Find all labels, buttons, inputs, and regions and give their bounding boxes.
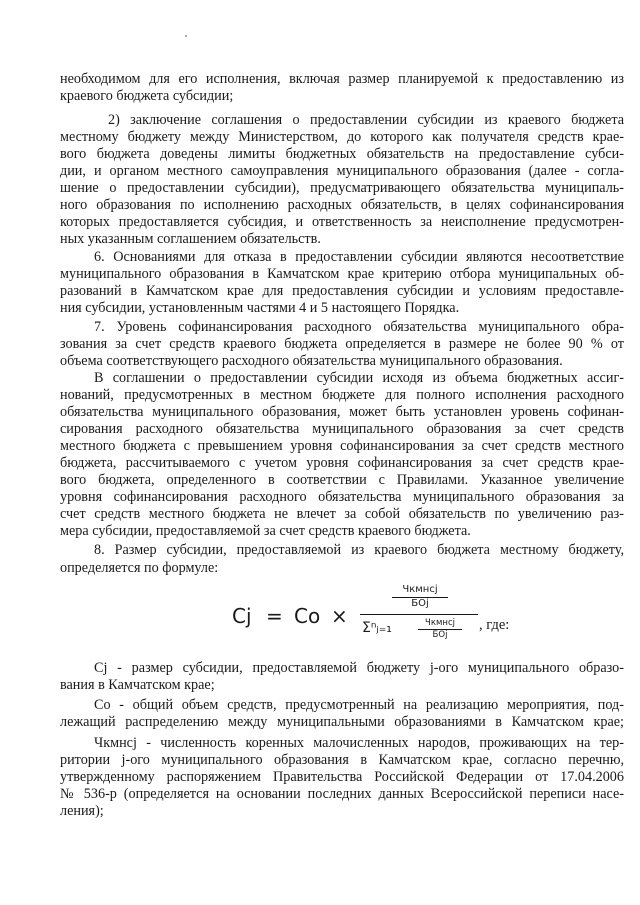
- paragraph-p_co-line: лежащий распределению между муниципальными образованиями в Камчатском крае;: [60, 714, 624, 730]
- paragraph-p_co-line: Co - общий объем средств, предусмотренный на реализацию мероприятия, под-: [94, 697, 624, 713]
- formula-numerator-bottom: БОj: [411, 598, 429, 609]
- paragraph-p_ch-line: Чкмнсj - численность коренных малочисленных народов, проживающих на тер-: [94, 735, 624, 751]
- paragraph-p_agr-line: обязательства муниципального образования, может быть установлен уровень софинан-: [60, 404, 624, 420]
- paragraph-p_ch-line: ления);: [60, 803, 104, 819]
- paragraph-p_cont-line: необходимом для его исполнения, включая размер планируемой к предоставлению из: [60, 71, 624, 87]
- paragraph-p_agr-line: бюджета, рассчитываемого с учетом уровня софинансирования за счет средств крае-: [60, 455, 624, 471]
- paragraph-p_agr-line: нований, предусмотренных в местном бюджете для полного исполнения расходного: [60, 387, 624, 403]
- paragraph-p_agr-line: счет средств местного бюджета не влечет за собой обязательств по увеличению раз-: [60, 506, 624, 522]
- paragraph-p_cj-line: вания в Камчатском крае;: [60, 677, 215, 693]
- paragraph-p_2-line: дии, и органом местного самоуправления муниципального образования (далее - согла-: [60, 163, 624, 179]
- subsidy-formula: [232, 584, 532, 654]
- paragraph-p_cj-line: Cj - размер субсидии, предоставляемой бюджету j-ого муниципального образо-: [94, 660, 624, 676]
- paragraph-p_6-line: муниципального образования в Камчатском крае критерию отбора муниципальных об-: [60, 266, 624, 282]
- paragraph-p_ch-line: утвержденному распоряжением Правительства Российской Федерации от 17.04.2006: [60, 769, 624, 785]
- paragraph-p_2-line: местному бюджету между Министерством, до которого как получателя средств крае-: [60, 129, 624, 145]
- paragraph-p_6-line: 6. Основаниями для отказа в предоставлении субсидии являются несоответствие: [94, 249, 624, 265]
- paragraph-p_2-line: 2) заключение соглашения о предоставлении субсидии из краевого бюджета: [108, 112, 624, 128]
- paragraph-p_8-line: определяется по формуле:: [60, 560, 219, 576]
- paragraph-p_agr-line: местного бюджета с превышением уровня софинансирования за счет средств местного: [60, 438, 624, 454]
- formula-numerator-top: Чкмнсj: [402, 584, 438, 595]
- paragraph-p_agr-line: вого бюджета, определенного в соответствии с Правилами. Указанное увеличение: [60, 472, 624, 488]
- formula-co: Co: [294, 604, 321, 628]
- formula-sum: Σⁿⱼ₌₁: [362, 620, 392, 636]
- paragraph-p_6-line: ния субсидии, установленным частями 4 и 5 настоящего Порядка.: [60, 300, 460, 316]
- paragraph-p_6-line: разований в Камчатском крае для предоставления субсидии и условиям предоставле-: [60, 283, 624, 299]
- paragraph-p_2-line: которых предоставляется субсидия, и ответственность за неисполнение предусмотрен-: [60, 214, 624, 230]
- paragraph-p_8-line: 8. Размер субсидии, предоставляемой из краевого бюджета местному бюджету,: [94, 542, 624, 558]
- paragraph-p_ch-line: ритории j-ого муниципального образования в Камчатском крае, согласно перечню,: [60, 752, 624, 768]
- paragraph-p_7-line: 7. Уровень софинансирования расходного обязательства муниципального обра-: [94, 319, 624, 335]
- paragraph-p_ch-line: № 536-р (определяется на основании последних данных Всероссийской переписи насе-: [60, 786, 624, 802]
- paragraph-p_cont-line: краевого бюджета субсидии;: [60, 88, 234, 104]
- formula-equals: =: [266, 604, 283, 628]
- formula-lhs: Cj: [232, 604, 252, 628]
- paragraph-p_2-line: вого бюджета доведены лимиты бюджетных обязательств на предоставление субси-: [60, 146, 624, 162]
- formula-where: , где:: [479, 617, 510, 633]
- formula-denominator-top: Чкмнсj: [425, 618, 455, 628]
- paragraph-p_7-line: объема соответствующего расходного обязательства муниципального образования.: [60, 353, 563, 369]
- paragraph-p_agr-line: сирования расходного обязательства муниципального образования за счет средств: [60, 421, 624, 437]
- paragraph-p_agr-line: мера субсидии, предоставляемой за счет средств краевого бюджета.: [60, 523, 471, 539]
- paragraph-p_2-line: ных указанным соглашением обязательств.: [60, 231, 321, 247]
- formula-times: ×: [331, 604, 348, 628]
- formula-denominator-bottom: БОj: [432, 630, 448, 640]
- paragraph-p_agr-line: В соглашении о предоставлении субсидии исходя из объема бюджетных ассиг-: [94, 370, 624, 386]
- paragraph-p_agr-line: уровня софинансирования расходного обязательства муниципального образования за: [60, 489, 624, 505]
- formula-main-fraction-bar: [360, 614, 478, 615]
- scan-speck: [185, 35, 187, 37]
- paragraph-p_2-line: шение о предоставлении субсидии), предусматривающего обязательства муниципаль-: [60, 180, 624, 196]
- paragraph-p_2-line: ного образования по исполнению расходных обязательств, в целях софинансирования: [60, 197, 624, 213]
- paragraph-p_7-line: зования за счет средств краевого бюджета определяется в размере не более 90 % от: [60, 336, 624, 352]
